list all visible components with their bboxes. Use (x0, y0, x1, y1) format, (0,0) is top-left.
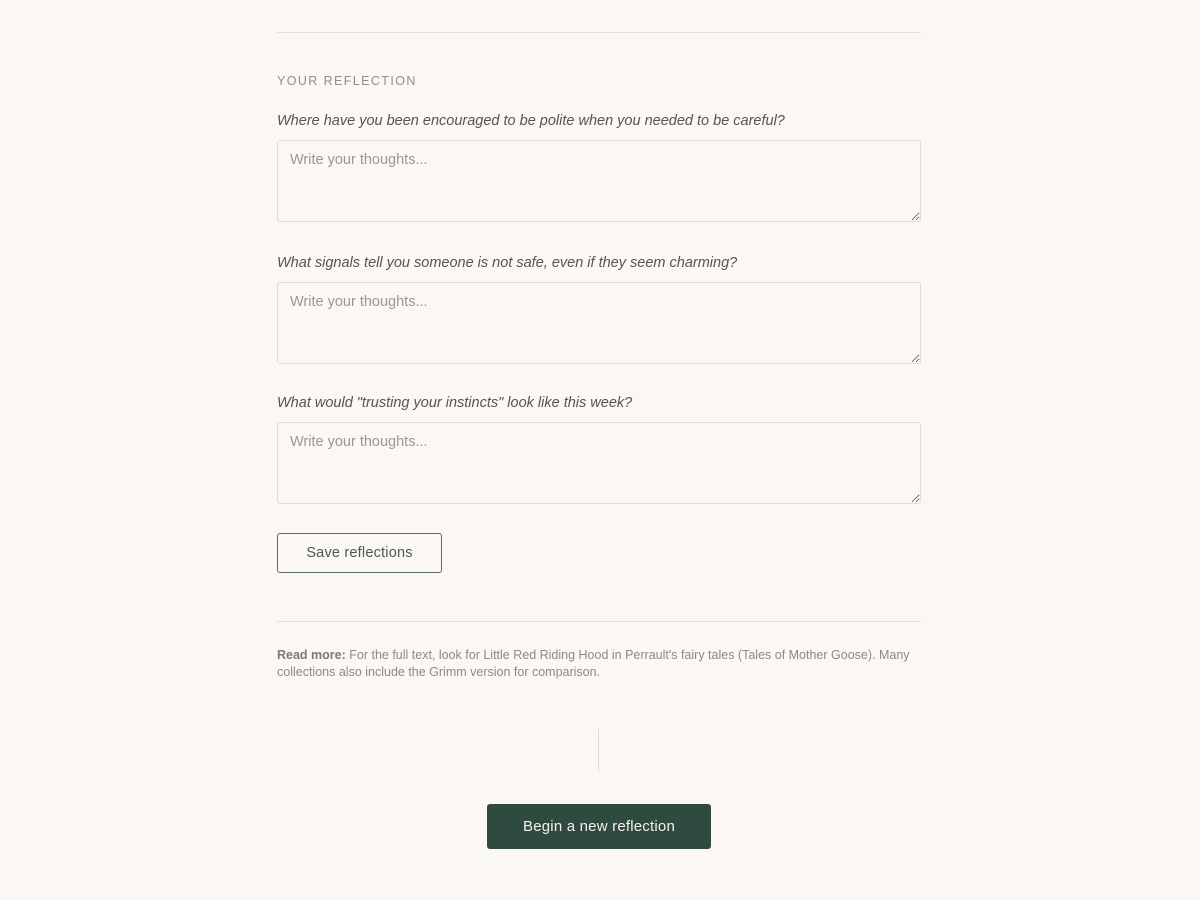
question-prompt-2: What signals tell you someone is not safe, even if they seem charming? (277, 255, 738, 271)
answer-input-2[interactable] (277, 282, 921, 364)
answer-input-1[interactable] (277, 140, 921, 222)
answer-input-3[interactable] (277, 422, 921, 504)
top-divider (277, 32, 921, 33)
read-more-note (277, 647, 937, 681)
vertical-separator (598, 729, 599, 771)
question-prompt-1: Where have you been encouraged to be polite when you needed to be careful? (277, 113, 785, 129)
read-more-text: For the full text, look for Little Red Riding Hood in Perrault's fairy tales (Tales of Mother Goose). Many collections also include the Grimm version for comparison. (277, 648, 910, 679)
section-label: YOUR REFLECTION (277, 74, 417, 88)
read-more-label: Read more: (277, 648, 346, 662)
begin-new-reflection-button[interactable]: Begin a new reflection (487, 804, 711, 849)
question-prompt-3: What would "trusting your instincts" look like this week? (277, 395, 633, 411)
bottom-divider (277, 621, 921, 622)
save-reflections-button[interactable]: Save reflections (277, 533, 442, 573)
